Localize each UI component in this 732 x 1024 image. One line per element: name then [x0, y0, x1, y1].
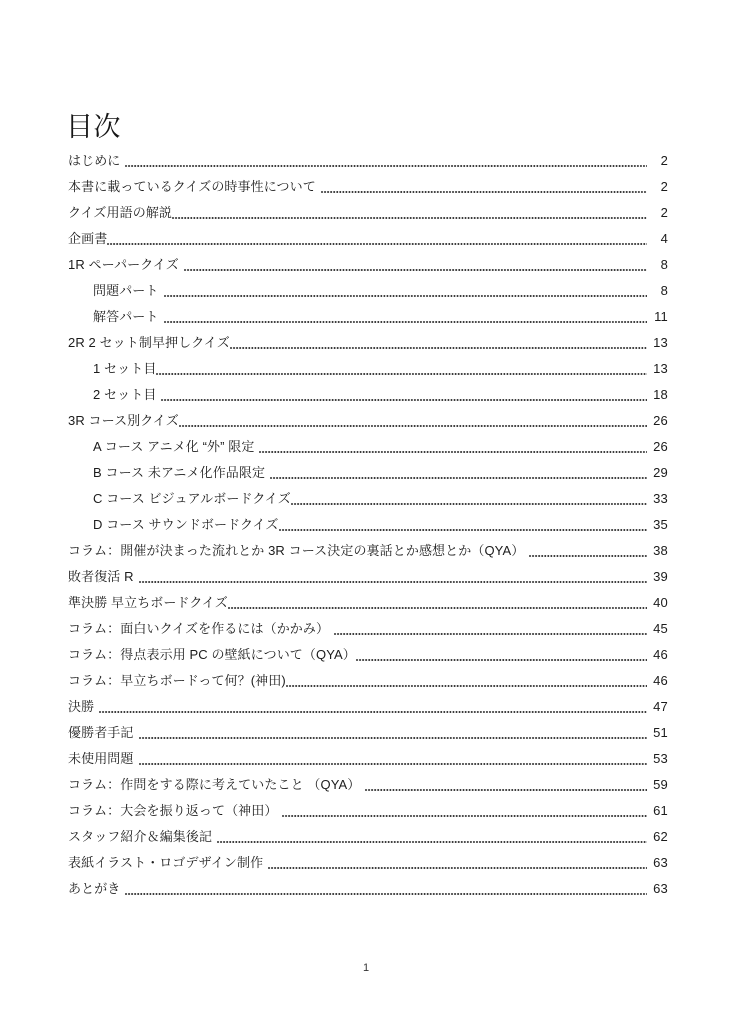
toc-entry-page-number: 13: [653, 335, 668, 350]
toc-dot-leader: [99, 700, 647, 716]
toc-entry[interactable]: [68, 535, 668, 561]
toc-dot-leader: [365, 778, 647, 794]
toc-entry-label: B コース 未アニメ化作品限定: [93, 465, 266, 480]
toc-entry-label: 解答パート: [93, 309, 159, 324]
toc-entry-page-number: 39: [653, 569, 668, 584]
toc-entry[interactable]: [68, 821, 668, 847]
toc-dot-leader: [356, 648, 647, 664]
toc-entry[interactable]: [68, 327, 668, 353]
toc-dot-leader: [184, 258, 647, 274]
toc-dot-leader: [107, 232, 647, 248]
toc-entry-page-number: 33: [653, 491, 668, 506]
table-of-contents: [68, 145, 668, 899]
toc-entry-label: はじめに: [68, 153, 121, 168]
toc-dot-leader: [291, 492, 647, 508]
toc-dot-leader: [321, 180, 647, 196]
toc-dot-leader: [286, 674, 647, 690]
toc-dot-leader: [217, 830, 647, 846]
toc-entry-label: コラム：面白いクイズを作るには（かかみ）: [68, 621, 330, 636]
toc-dot-leader: [282, 804, 647, 820]
toc-entry[interactable]: [68, 405, 668, 431]
toc-dot-leader: [139, 570, 647, 586]
toc-entry-page-number: 11: [654, 309, 668, 324]
toc-entry[interactable]: [68, 483, 668, 509]
toc-entry[interactable]: [68, 769, 668, 795]
toc-entry-page-number: 2: [660, 153, 668, 168]
toc-dot-leader: [125, 154, 647, 170]
toc-entry-page-number: 46: [653, 673, 668, 688]
toc-dot-leader: [172, 206, 647, 222]
toc-dot-leader: [164, 310, 647, 326]
toc-dot-leader: [529, 544, 647, 560]
toc-entry-page-number: 18: [653, 387, 668, 402]
toc-entry-label: A コース アニメ化 “外” 限定: [93, 439, 255, 454]
toc-entry-label: 決勝: [68, 699, 95, 714]
toc-dot-leader: [230, 336, 647, 352]
toc-entry-label: 3R コース別クイズ: [68, 413, 179, 428]
toc-entry[interactable]: [68, 873, 668, 899]
toc-entry-label: D コース サウンドボードクイズ: [93, 517, 279, 532]
toc-entry-label: C コース ビジュアルボードクイズ: [93, 491, 291, 506]
toc-entry-page-number: 59: [653, 777, 668, 792]
toc-entry-label: コラム：大会を振り返って（神田）: [68, 803, 278, 818]
toc-entry[interactable]: [68, 197, 668, 223]
toc-entry-label: 2 セット目: [93, 387, 157, 402]
toc-entry-page-number: 29: [653, 465, 668, 480]
toc-entry[interactable]: [68, 743, 668, 769]
toc-entry[interactable]: [68, 717, 668, 743]
toc-entry-label: あとがき: [68, 881, 121, 896]
toc-entry-page-number: 61: [653, 803, 668, 818]
toc-dot-leader: [164, 284, 647, 300]
toc-entry[interactable]: [68, 223, 668, 249]
toc-entry[interactable]: [68, 275, 668, 301]
toc-entry-label: 企画書: [68, 231, 108, 246]
toc-entry-page-number: 8: [660, 257, 668, 272]
toc-entry[interactable]: [68, 301, 668, 327]
toc-entry-page-number: 47: [653, 699, 668, 714]
toc-entry[interactable]: [68, 457, 668, 483]
page-title: 目次: [66, 112, 121, 143]
toc-dot-leader: [279, 518, 647, 534]
toc-entry-page-number: 4: [660, 231, 668, 246]
toc-entry[interactable]: [68, 171, 668, 197]
toc-entry-label: 未使用問題: [68, 751, 134, 766]
toc-dot-leader: [259, 440, 647, 456]
toc-entry[interactable]: [68, 145, 668, 171]
toc-entry-label: 2R 2 セット制早押しクイズ: [68, 335, 230, 350]
toc-entry[interactable]: [68, 613, 668, 639]
toc-entry-page-number: 40: [653, 595, 668, 610]
footer-page-number: 1: [362, 962, 370, 974]
toc-dot-leader: [334, 622, 647, 638]
toc-dot-leader: [179, 414, 647, 430]
toc-entry[interactable]: [68, 665, 668, 691]
toc-entry-label: スタッフ紹介＆編集後記: [68, 829, 213, 844]
toc-entry[interactable]: [68, 587, 668, 613]
toc-entry-page-number: 51: [653, 725, 668, 740]
toc-entry[interactable]: [68, 795, 668, 821]
toc-entry-label: コラム：開催が決まった流れとか 3R コース決定の裏話とか感想とか（QYA）: [68, 543, 525, 558]
toc-entry-page-number: 45: [653, 621, 668, 636]
toc-entry-page-number: 62: [653, 829, 668, 844]
toc-entry-label: コラム：得点表示用 PC の壁紙について（QYA）: [68, 647, 356, 662]
toc-entry-label: 準決勝 早立ちボードクイズ: [68, 595, 228, 610]
toc-entry-page-number: 35: [653, 517, 668, 532]
toc-entry-label: 敗者復活 R: [68, 569, 134, 584]
toc-entry-page-number: 26: [653, 439, 668, 454]
toc-entry-label: クイズ用語の解説: [68, 205, 173, 220]
toc-entry-page-number: 13: [653, 361, 668, 376]
toc-entry-label: 本書に載っているクイズの時事性について: [68, 179, 316, 194]
toc-entry-page-number: 38: [653, 543, 668, 558]
toc-dot-leader: [139, 726, 647, 742]
toc-dot-leader: [161, 388, 647, 404]
toc-entry-page-number: 26: [653, 413, 668, 428]
toc-entry-label: 1R ペーパークイズ: [68, 257, 179, 272]
toc-entry-page-number: 53: [653, 751, 668, 766]
toc-dot-leader: [125, 882, 647, 898]
toc-entry-page-number: 46: [653, 647, 668, 662]
toc-entry[interactable]: [68, 353, 668, 379]
toc-entry-page-number: 63: [653, 855, 668, 870]
toc-entry-label: 1 セット目: [93, 361, 157, 376]
toc-entry-label: 表紙イラスト・ロゴデザイン制作: [68, 855, 264, 870]
toc-entry[interactable]: [68, 379, 668, 405]
toc-entry[interactable]: [68, 249, 668, 275]
toc-entry[interactable]: [68, 431, 668, 457]
toc-entry-label: コラム：早立ちボードって何？(神田): [68, 673, 286, 688]
toc-entry[interactable]: [68, 847, 668, 873]
toc-entry-page-number: 2: [660, 205, 668, 220]
toc-dot-leader: [228, 596, 647, 612]
toc-dot-leader: [268, 856, 647, 872]
toc-entry[interactable]: [68, 639, 668, 665]
toc-entry[interactable]: [68, 509, 668, 535]
toc-entry-label: 優勝者手記: [68, 725, 134, 740]
toc-entry[interactable]: [68, 561, 668, 587]
toc-entry-page-number: 63: [653, 881, 668, 896]
toc-dot-leader: [156, 362, 647, 378]
toc-entry-label: 問題パート: [93, 283, 159, 298]
toc-entry-page-number: 2: [660, 179, 668, 194]
toc-entry[interactable]: [68, 691, 668, 717]
toc-entry-page-number: 8: [660, 283, 668, 298]
toc-entry-label: コラム：作問をする際に考えていたこと （QYA）: [68, 777, 361, 792]
toc-dot-leader: [139, 752, 647, 768]
toc-dot-leader: [270, 466, 647, 482]
